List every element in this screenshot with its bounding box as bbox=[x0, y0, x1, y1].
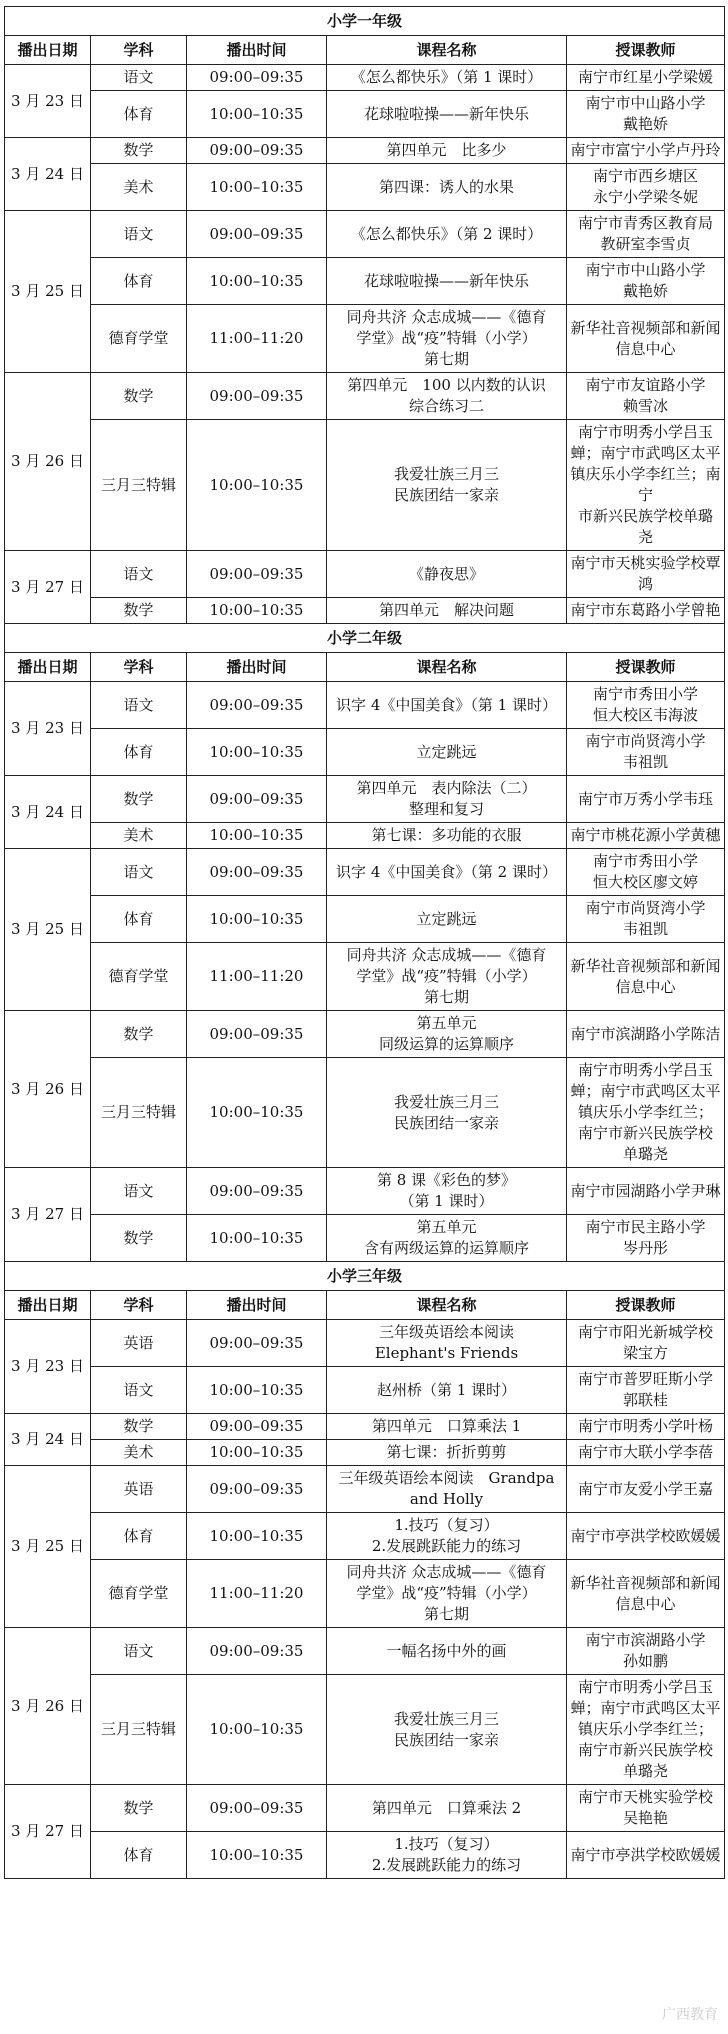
subject-cell: 数学 bbox=[91, 138, 187, 164]
course-cell: 立定跳远 bbox=[327, 896, 567, 943]
subject-cell: 三月三特辑 bbox=[91, 1675, 187, 1785]
subject-cell: 美术 bbox=[91, 823, 187, 849]
time-cell: 11:00–11:20 bbox=[187, 943, 327, 1011]
broadcast-date: 3 月 27 日 bbox=[5, 551, 91, 624]
table-row bbox=[5, 258, 725, 305]
course-cell: 第四单元 100 以内数的认识 综合练习二 bbox=[327, 373, 567, 420]
table-row bbox=[5, 729, 725, 776]
table-row bbox=[5, 164, 725, 211]
teacher-cell: 南宁市红星小学梁媛 bbox=[567, 65, 725, 91]
teacher-cell: 南宁市滨湖路小学陈洁 bbox=[567, 1011, 725, 1058]
broadcast-date: 3 月 26 日 bbox=[5, 373, 91, 551]
teacher-cell: 南宁市中山路小学 戴艳娇 bbox=[567, 258, 725, 305]
time-cell: 10:00–10:35 bbox=[187, 1215, 327, 1262]
subject-cell: 体育 bbox=[91, 1513, 187, 1560]
table-row bbox=[5, 598, 725, 624]
column-header-row bbox=[5, 1291, 725, 1320]
course-cell: 同舟共济 众志成城——《德育 学堂》战“疫”特辑（小学） 第七期 bbox=[327, 305, 567, 373]
time-cell: 09:00–09:35 bbox=[187, 1414, 327, 1440]
subject-cell: 德育学堂 bbox=[91, 1560, 187, 1628]
schedule-body bbox=[5, 7, 725, 1879]
watermark: 广西教育 bbox=[662, 2007, 718, 2023]
table-row bbox=[5, 65, 725, 91]
course-cell: 第四单元 比多少 bbox=[327, 138, 567, 164]
time-cell: 09:00–09:35 bbox=[187, 849, 327, 896]
column-header-course: 课程名称 bbox=[327, 36, 567, 65]
subject-cell: 德育学堂 bbox=[91, 943, 187, 1011]
broadcast-date: 3 月 23 日 bbox=[5, 1320, 91, 1414]
subject-cell: 体育 bbox=[91, 91, 187, 138]
broadcast-date: 3 月 25 日 bbox=[5, 211, 91, 373]
grade-title: 小学一年级 bbox=[5, 7, 725, 36]
time-cell: 09:00–09:35 bbox=[187, 1466, 327, 1513]
course-cell: 识字 4《中国美食》（第 2 课时） bbox=[327, 849, 567, 896]
subject-cell: 语文 bbox=[91, 1628, 187, 1675]
table-row bbox=[5, 849, 725, 896]
table-row bbox=[5, 1832, 725, 1879]
broadcast-date: 3 月 24 日 bbox=[5, 138, 91, 211]
teacher-cell: 南宁市民主路小学 岑丹彤 bbox=[567, 1215, 725, 1262]
course-cell: 第 8 课《彩色的梦》 （第 1 课时） bbox=[327, 1168, 567, 1215]
table-row bbox=[5, 1414, 725, 1440]
subject-cell: 数学 bbox=[91, 598, 187, 624]
column-header-subject: 学科 bbox=[91, 36, 187, 65]
teacher-cell: 南宁市阳光新城学校 梁宝方 bbox=[567, 1320, 725, 1367]
broadcast-date: 3 月 23 日 bbox=[5, 65, 91, 138]
course-cell: 三年级英语绘本阅读 Grandpa and Holly bbox=[327, 1466, 567, 1513]
subject-cell: 体育 bbox=[91, 896, 187, 943]
teacher-cell: 南宁市秀田小学 恒大校区韦海波 bbox=[567, 682, 725, 729]
column-header-teacher: 授课教师 bbox=[567, 36, 725, 65]
course-cell: 立定跳远 bbox=[327, 729, 567, 776]
course-cell: 第四单元 表内除法（二） 整理和复习 bbox=[327, 776, 567, 823]
time-cell: 10:00–10:35 bbox=[187, 1058, 327, 1168]
table-row bbox=[5, 943, 725, 1011]
teacher-cell: 南宁市明秀小学叶杨 bbox=[567, 1414, 725, 1440]
course-cell: 一幅名扬中外的画 bbox=[327, 1628, 567, 1675]
time-cell: 09:00–09:35 bbox=[187, 211, 327, 258]
broadcast-date: 3 月 26 日 bbox=[5, 1628, 91, 1785]
subject-cell: 三月三特辑 bbox=[91, 420, 187, 551]
subject-cell: 数学 bbox=[91, 1414, 187, 1440]
grade-title-row bbox=[5, 7, 725, 36]
teacher-cell: 南宁市秀田小学 恒大校区廖文婷 bbox=[567, 849, 725, 896]
teacher-cell: 南宁市明秀小学吕玉 蝉；南宁市武鸣区太平 镇庆乐小学李红兰； 南宁市新兴民族学校 单璐尧 bbox=[567, 1675, 725, 1785]
course-cell: 《怎么都快乐》（第 2 课时） bbox=[327, 211, 567, 258]
time-cell: 10:00–10:35 bbox=[187, 598, 327, 624]
table-row bbox=[5, 1785, 725, 1832]
broadcast-date: 3 月 24 日 bbox=[5, 776, 91, 849]
table-row bbox=[5, 1011, 725, 1058]
subject-cell: 语文 bbox=[91, 849, 187, 896]
teacher-cell: 南宁市尚贤湾小学 韦祖凯 bbox=[567, 896, 725, 943]
course-cell: 我爱壮族三月三 民族团结一家亲 bbox=[327, 1675, 567, 1785]
course-cell: 花球啦啦操——新年快乐 bbox=[327, 258, 567, 305]
time-cell: 10:00–10:35 bbox=[187, 1675, 327, 1785]
teacher-cell: 南宁市明秀小学吕玉 蝉；南宁市武鸣区太平 镇庆乐小学李红兰；南宁 市新兴民族学校单璐 尧 bbox=[567, 420, 725, 551]
table-row bbox=[5, 91, 725, 138]
broadcast-date: 3 月 27 日 bbox=[5, 1785, 91, 1879]
subject-cell: 数学 bbox=[91, 1785, 187, 1832]
teacher-cell: 新华社音视频部和新闻 信息中心 bbox=[567, 943, 725, 1011]
subject-cell: 语文 bbox=[91, 65, 187, 91]
teacher-cell: 南宁市亭洪学校欧媛媛 bbox=[567, 1513, 725, 1560]
column-header-date: 播出日期 bbox=[5, 1291, 91, 1320]
table-row bbox=[5, 420, 725, 551]
table-row bbox=[5, 1675, 725, 1785]
course-cell: 第五单元 同级运算的运算顺序 bbox=[327, 1011, 567, 1058]
course-cell: 1.技巧（复习） 2.发展跳跃能力的练习 bbox=[327, 1832, 567, 1879]
column-header-course: 课程名称 bbox=[327, 653, 567, 682]
time-cell: 10:00–10:35 bbox=[187, 1513, 327, 1560]
column-header-course: 课程名称 bbox=[327, 1291, 567, 1320]
teacher-cell: 南宁市友谊路小学 赖雪冰 bbox=[567, 373, 725, 420]
time-cell: 10:00–10:35 bbox=[187, 1440, 327, 1466]
time-cell: 10:00–10:35 bbox=[187, 164, 327, 211]
course-cell: 第四单元 口算乘法 1 bbox=[327, 1414, 567, 1440]
table-row bbox=[5, 1058, 725, 1168]
column-header-subject: 学科 bbox=[91, 653, 187, 682]
table-row bbox=[5, 1513, 725, 1560]
time-cell: 09:00–09:35 bbox=[187, 1785, 327, 1832]
column-header-date: 播出日期 bbox=[5, 36, 91, 65]
course-cell: 第五单元 含有两级运算的运算顺序 bbox=[327, 1215, 567, 1262]
time-cell: 10:00–10:35 bbox=[187, 420, 327, 551]
time-cell: 09:00–09:35 bbox=[187, 551, 327, 598]
time-cell: 10:00–10:35 bbox=[187, 1367, 327, 1414]
teacher-cell: 南宁市天桃实验学校 吴艳艳 bbox=[567, 1785, 725, 1832]
time-cell: 09:00–09:35 bbox=[187, 1168, 327, 1215]
teacher-cell: 南宁市东葛路小学曾艳 bbox=[567, 598, 725, 624]
time-cell: 11:00–11:20 bbox=[187, 305, 327, 373]
subject-cell: 语文 bbox=[91, 1367, 187, 1414]
course-cell: 花球啦啦操——新年快乐 bbox=[327, 91, 567, 138]
course-cell: 同舟共济 众志成城——《德育 学堂》战“疫”特辑（小学） 第七期 bbox=[327, 943, 567, 1011]
subject-cell: 语文 bbox=[91, 682, 187, 729]
table-row bbox=[5, 823, 725, 849]
time-cell: 09:00–09:35 bbox=[187, 138, 327, 164]
teacher-cell: 南宁市西乡塘区 永宁小学梁冬妮 bbox=[567, 164, 725, 211]
course-cell: 三年级英语绘本阅读 Elephant's Friends bbox=[327, 1320, 567, 1367]
subject-cell: 三月三特辑 bbox=[91, 1058, 187, 1168]
subject-cell: 体育 bbox=[91, 729, 187, 776]
teacher-cell: 南宁市普罗旺斯小学 郭联桂 bbox=[567, 1367, 725, 1414]
broadcast-date: 3 月 25 日 bbox=[5, 849, 91, 1011]
table-row bbox=[5, 211, 725, 258]
table-row bbox=[5, 1215, 725, 1262]
column-header-time: 播出时间 bbox=[187, 36, 327, 65]
broadcast-date: 3 月 24 日 bbox=[5, 1414, 91, 1466]
column-header-row bbox=[5, 36, 725, 65]
table-row bbox=[5, 1466, 725, 1513]
teacher-cell: 南宁市尚贤湾小学 韦祖凯 bbox=[567, 729, 725, 776]
time-cell: 09:00–09:35 bbox=[187, 373, 327, 420]
subject-cell: 数学 bbox=[91, 1011, 187, 1058]
table-row bbox=[5, 373, 725, 420]
subject-cell: 语文 bbox=[91, 551, 187, 598]
time-cell: 10:00–10:35 bbox=[187, 729, 327, 776]
time-cell: 09:00–09:35 bbox=[187, 1628, 327, 1675]
column-header-time: 播出时间 bbox=[187, 1291, 327, 1320]
subject-cell: 数学 bbox=[91, 1215, 187, 1262]
teacher-cell: 南宁市万秀小学韦珏 bbox=[567, 776, 725, 823]
time-cell: 10:00–10:35 bbox=[187, 91, 327, 138]
teacher-cell: 南宁市滨湖路小学 孙如鹏 bbox=[567, 1628, 725, 1675]
time-cell: 09:00–09:35 bbox=[187, 1320, 327, 1367]
table-row bbox=[5, 896, 725, 943]
grade-title-row bbox=[5, 624, 725, 653]
course-cell: 第四单元 解决问题 bbox=[327, 598, 567, 624]
column-header-teacher: 授课教师 bbox=[567, 653, 725, 682]
teacher-cell: 南宁市青秀区教育局 教研室李雪贞 bbox=[567, 211, 725, 258]
broadcast-date: 3 月 26 日 bbox=[5, 1011, 91, 1168]
subject-cell: 语文 bbox=[91, 211, 187, 258]
course-cell: 我爱壮族三月三 民族团结一家亲 bbox=[327, 1058, 567, 1168]
table-row bbox=[5, 1168, 725, 1215]
teacher-cell: 南宁市园湖路小学尹琳 bbox=[567, 1168, 725, 1215]
time-cell: 09:00–09:35 bbox=[187, 65, 327, 91]
course-cell: 赵州桥（第 1 课时） bbox=[327, 1367, 567, 1414]
teacher-cell: 新华社音视频部和新闻 信息中心 bbox=[567, 1560, 725, 1628]
table-row bbox=[5, 1367, 725, 1414]
course-cell: 1.技巧（复习） 2.发展跳跃能力的练习 bbox=[327, 1513, 567, 1560]
column-header-time: 播出时间 bbox=[187, 653, 327, 682]
column-header-date: 播出日期 bbox=[5, 653, 91, 682]
subject-cell: 语文 bbox=[91, 1168, 187, 1215]
course-cell: 识字 4《中国美食》（第 1 课时） bbox=[327, 682, 567, 729]
course-cell: 第四课：诱人的水果 bbox=[327, 164, 567, 211]
teacher-cell: 南宁市天桃实验学校覃 鸿 bbox=[567, 551, 725, 598]
course-cell: 第七课：多功能的衣服 bbox=[327, 823, 567, 849]
time-cell: 09:00–09:35 bbox=[187, 776, 327, 823]
course-cell: 第四单元 口算乘法 2 bbox=[327, 1785, 567, 1832]
column-header-teacher: 授课教师 bbox=[567, 1291, 725, 1320]
teacher-cell: 南宁市明秀小学吕玉 蝉；南宁市武鸣区太平 镇庆乐小学李红兰； 南宁市新兴民族学校 单璐尧 bbox=[567, 1058, 725, 1168]
subject-cell: 英语 bbox=[91, 1320, 187, 1367]
subject-cell: 体育 bbox=[91, 1832, 187, 1879]
subject-cell: 体育 bbox=[91, 258, 187, 305]
table-row bbox=[5, 138, 725, 164]
teacher-cell: 南宁市富宁小学卢丹玲 bbox=[567, 138, 725, 164]
table-row bbox=[5, 682, 725, 729]
teacher-cell: 南宁市桃花源小学黄穗 bbox=[567, 823, 725, 849]
time-cell: 09:00–09:35 bbox=[187, 682, 327, 729]
broadcast-date: 3 月 25 日 bbox=[5, 1466, 91, 1628]
subject-cell: 德育学堂 bbox=[91, 305, 187, 373]
time-cell: 11:00–11:20 bbox=[187, 1560, 327, 1628]
subject-cell: 数学 bbox=[91, 373, 187, 420]
schedule-table bbox=[4, 6, 725, 1879]
time-cell: 09:00–09:35 bbox=[187, 1011, 327, 1058]
table-row bbox=[5, 305, 725, 373]
grade-title: 小学三年级 bbox=[5, 1262, 725, 1291]
column-header-subject: 学科 bbox=[91, 1291, 187, 1320]
grade-title-row bbox=[5, 1262, 725, 1291]
table-row bbox=[5, 1560, 725, 1628]
teacher-cell: 南宁市友爱小学王嘉 bbox=[567, 1466, 725, 1513]
time-cell: 10:00–10:35 bbox=[187, 896, 327, 943]
broadcast-date: 3 月 23 日 bbox=[5, 682, 91, 776]
table-row bbox=[5, 1440, 725, 1466]
column-header-row bbox=[5, 653, 725, 682]
course-cell: 《怎么都快乐》（第 1 课时） bbox=[327, 65, 567, 91]
course-cell: 第七课：折折剪剪 bbox=[327, 1440, 567, 1466]
time-cell: 10:00–10:35 bbox=[187, 823, 327, 849]
broadcast-date: 3 月 27 日 bbox=[5, 1168, 91, 1262]
grade-title: 小学二年级 bbox=[5, 624, 725, 653]
teacher-cell: 南宁市亭洪学校欧媛媛 bbox=[567, 1832, 725, 1879]
course-cell: 同舟共济 众志成城——《德育 学堂》战“疫”特辑（小学） 第七期 bbox=[327, 1560, 567, 1628]
teacher-cell: 南宁市中山路小学 戴艳娇 bbox=[567, 91, 725, 138]
teacher-cell: 新华社音视频部和新闻 信息中心 bbox=[567, 305, 725, 373]
table-row bbox=[5, 1320, 725, 1367]
table-row bbox=[5, 551, 725, 598]
subject-cell: 美术 bbox=[91, 164, 187, 211]
table-row bbox=[5, 776, 725, 823]
course-cell: 《静夜思》 bbox=[327, 551, 567, 598]
table-row bbox=[5, 1628, 725, 1675]
teacher-cell: 南宁市大联小学李蓓 bbox=[567, 1440, 725, 1466]
time-cell: 10:00–10:35 bbox=[187, 1832, 327, 1879]
subject-cell: 美术 bbox=[91, 1440, 187, 1466]
subject-cell: 数学 bbox=[91, 776, 187, 823]
subject-cell: 英语 bbox=[91, 1466, 187, 1513]
course-cell: 我爱壮族三月三 民族团结一家亲 bbox=[327, 420, 567, 551]
time-cell: 10:00–10:35 bbox=[187, 258, 327, 305]
